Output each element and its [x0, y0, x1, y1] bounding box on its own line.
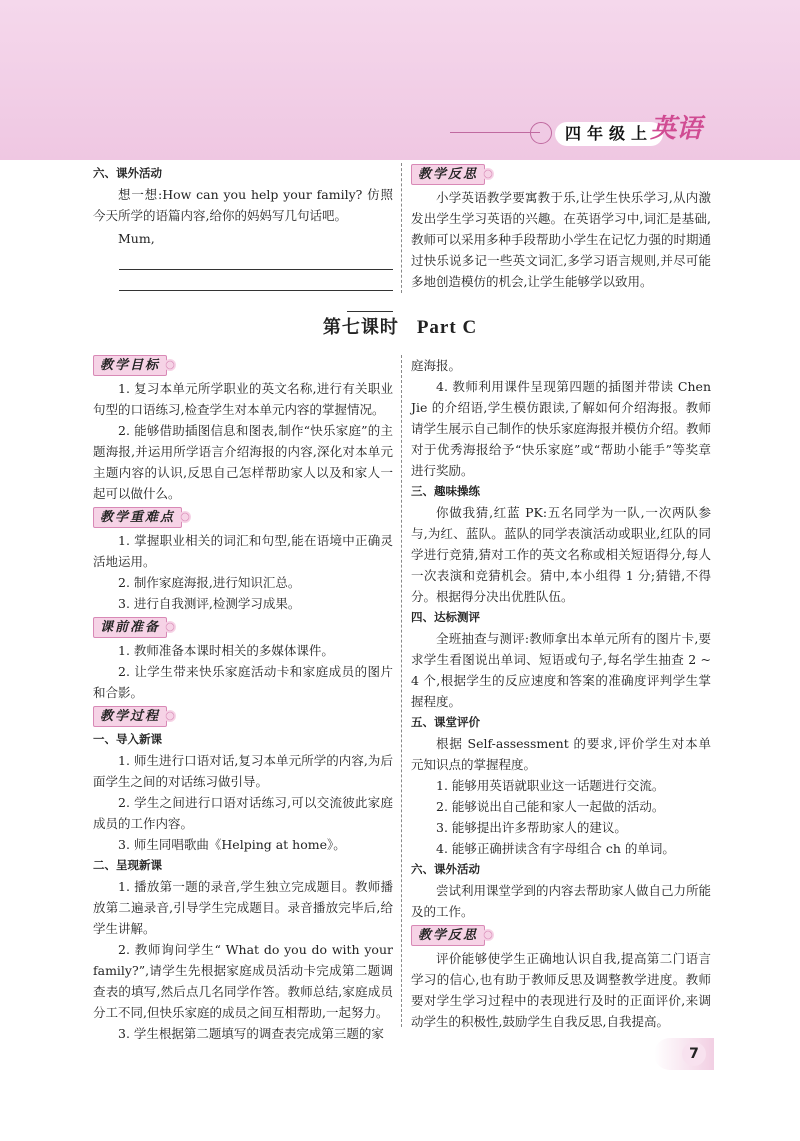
section-heading: 六、课外活动: [93, 166, 162, 180]
reflection-text: 小学英语教学要寓教于乐,让学生快乐学习,从内激发出学生学习英语的兴趣。在英语学习中,词汇是基础,教师可以采用多种手段帮助小学生在记忆力强的时期通过快乐说多记一些英文词汇,多学习语言规则,并尽可能多地创造模仿的机会,让学生能够学以致用。: [411, 190, 712, 289]
page-number-tab: [654, 1038, 714, 1070]
process-item: 3. 师生同唱歌曲《Helping at home》。: [118, 837, 346, 852]
prep-item: 1. 教师准备本课时相关的多媒体课件。: [118, 643, 334, 658]
process-badge: 教学过程: [93, 706, 167, 727]
right-column: [411, 355, 711, 1032]
prep-item: 2. 让学生带来快乐家庭活动卡和家庭成员的图片和合影。: [93, 664, 393, 700]
signature-line[interactable]: [347, 291, 393, 312]
left-column: [93, 352, 393, 1044]
column-divider: [401, 355, 402, 1027]
goals-badge: 教学目标: [93, 355, 167, 376]
evaluation-item: 2. 能够说出自己能和家人一起做的活动。: [436, 799, 665, 814]
activity-prompt: 想一想:How can you help your family? 仿照今天所学的语篇内容,给你的妈妈写几句话吧。: [93, 187, 393, 223]
assessment-description: 全班抽查与测评:教师拿出本单元所有的图片卡,要求学生看图说出单词、短语或句子,每名学生抽查 2 ~ 4 个,根据学生的反应速度和答案的准确度评判学生掌握程度。: [411, 631, 711, 709]
key-point-item: 2. 制作家庭海报,进行知识汇总。: [118, 575, 301, 590]
evaluation-item: 1. 能够用英语就职业这一话题进行交流。: [436, 778, 665, 793]
subject-label: 英语: [650, 114, 703, 144]
evaluation-item: 3. 能够提出许多帮助家人的建议。: [436, 820, 627, 835]
writing-line[interactable]: [119, 249, 393, 270]
process-item: 3. 学生根据第二题填写的调查表完成第三题的家: [118, 1026, 384, 1041]
process-item: 4. 教师利用课件呈现第四题的插图并带读 Chen Jie 的介绍语,学生模仿跟读,了解如何介绍海报。教师请学生展示自己制作的快乐家庭海报并模仿介绍。教师对于优秀海报给予“快乐家庭”或“帮助小能手”等奖章进行奖励。: [411, 379, 712, 478]
continued-text: 庭海报。: [411, 358, 462, 373]
top-right-section: [411, 161, 711, 292]
process-item: 2. 教师询问学生“ What do you do with your family?”,请学生先根据家庭成员活动卡完成第二题调查表的填写,然后点几名同学作答。教师总结,家庭成员分工不同,但快乐家庭的成员之间互相帮助,一起努力。: [93, 942, 393, 1020]
activity-description: 尝试利用课堂学到的内容去帮助家人做自己力所能及的工作。: [411, 883, 712, 919]
process-item: 1. 师生进行口语对话,复习本单元所学的内容,为后面学生之间的对话练习做引导。: [93, 753, 393, 789]
process-item: 1. 播放第一题的录音,学生独立完成题目。教师播放第二遍录音,引导学生完成题目。录音播放完毕后,给学生讲解。: [93, 879, 393, 936]
section-heading: 二、呈现新课: [93, 858, 162, 872]
goal-item: 1. 复习本单元所学职业的英文名称,进行有关职业句型的口语练习,检查学生对本单元内容的掌握情况。: [93, 381, 393, 417]
header-decor-line: [450, 132, 540, 133]
section-heading: 六、课外活动: [411, 862, 480, 876]
grade-label: 四年级上: [555, 122, 663, 146]
column-divider: [401, 163, 402, 293]
lesson-title: [0, 313, 800, 339]
reflection-badge: 教学反思: [411, 164, 485, 185]
reflection-text: 评价能够使学生正确地认识自我,提高第二门语言学习的信心,也有助于教师反思及调整教学进度。教师要对学生学习过程中的表现进行及时的正面评价,来调动学生的积极性,鼓励学生自我反思,自我提高。: [411, 951, 711, 1029]
header-decor-circle-icon: [530, 122, 552, 144]
evaluation-item: 4. 能够正确拼读含有字母组合 ch 的单词。: [436, 841, 675, 856]
salutation: Mum,: [118, 231, 155, 246]
goal-item: 2. 能够借助插图信息和图表,制作“快乐家庭”的主题海报,并运用所学语言介绍海报的内容,深化对本单元主题内容的认识,反思自己怎样帮助家人以及和家人一起可以做什么。: [93, 423, 393, 501]
key-point-item: 1. 掌握职业相关的词汇和句型,能在语境中正确灵活地运用。: [93, 533, 393, 569]
section-heading: 四、达标测评: [411, 610, 480, 624]
evaluation-intro: 根据 Self-assessment 的要求,评价学生对本单元知识点的掌握程度。: [411, 736, 711, 772]
key-points-badge: 教学重难点: [93, 507, 182, 528]
key-point-item: 3. 进行自我测评,检测学习成果。: [118, 596, 301, 611]
reflection-badge: 教学反思: [411, 925, 485, 946]
lesson-title-cn: 第七课时: [322, 317, 399, 338]
section-heading: 一、导入新课: [93, 732, 162, 746]
writing-line[interactable]: [119, 270, 393, 291]
game-description: 你做我猜,红蓝 PK:五名同学为一队,一次两队参与,为红、蓝队。蓝队的同学表演活动或职业,红队的同学进行竞猜,猜对工作的英文名称或相关短语得分,每人一次表演和竞猜机会。猜中,本小组得 1 分;猜错,不得分。根据得分决出优胜队伍。: [411, 505, 711, 604]
section-heading: 三、趣味操练: [411, 484, 480, 498]
prep-badge: 课前准备: [93, 617, 167, 638]
section-heading: 五、课堂评价: [411, 715, 480, 729]
lesson-title-en: Part C: [416, 317, 478, 338]
process-item: 2. 学生之间进行口语对话练习,可以交流彼此家庭成员的工作内容。: [93, 795, 393, 831]
page-number: 7: [682, 1042, 706, 1066]
top-left-section: [93, 163, 393, 312]
